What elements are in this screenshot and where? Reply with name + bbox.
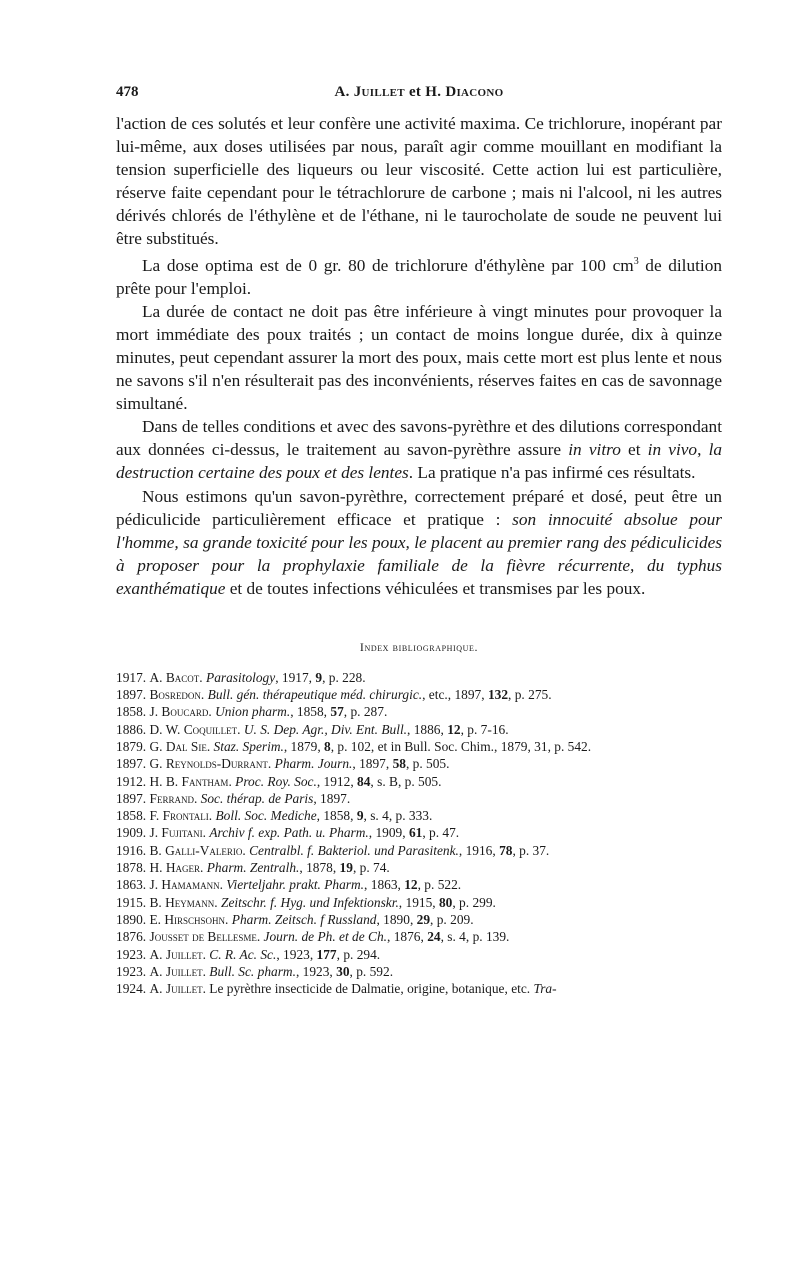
reference-author: J. Boucard. (149, 704, 212, 720)
reference-author: J. Fujitani. (149, 825, 206, 841)
reference-text: , 1897, (352, 756, 393, 772)
reference-journal: Vierteljahr. prakt. Pharm. (226, 877, 365, 893)
reference-journal: Tra- (533, 981, 557, 997)
reference-year: 1909. (116, 825, 147, 841)
reference-item (116, 824, 722, 841)
reference-volume: 12 (404, 877, 418, 893)
reference-text: , p. 228. (322, 669, 366, 685)
reference-text: , p. 287. (343, 704, 388, 720)
reference-item (116, 963, 722, 980)
reference-year: 1886. (116, 721, 147, 737)
reference-text: Le pyrèthre insecticide de Dalmatie, origine, botanique, etc. (209, 981, 534, 997)
reference-text: , etc., 1897, (422, 687, 488, 703)
reference-text: , p. 275. (508, 687, 552, 703)
reference-volume: 61 (408, 825, 423, 841)
reference-author: F. Frontali. (149, 808, 213, 824)
reference-volume: 29 (416, 911, 431, 927)
reference-text: , 1923, (276, 946, 317, 962)
reference-item (116, 755, 722, 772)
paragraph-3: La durée de contact ne doit pas être inférieure à vingt minutes pour provoquer la mort immédiate des poux traités ; un contact de moins longue durée, dix à quinze minutes, peut cependant assurer la mort des poux, mais cette mort est plus lente et nous ne savons s'il n'en résulterait pas des inconvénients, réserves faites en cas de savonnage simultané. (116, 302, 722, 414)
reference-year: 1863. (116, 877, 147, 893)
reference-text: , 1858, (316, 808, 357, 824)
reference-volume: 9 (356, 808, 364, 824)
reference-journal: Journ. de Ph. et de Ch. (263, 929, 388, 945)
reference-text: , 1909, (368, 825, 409, 841)
reference-text: , 1912, (316, 773, 358, 789)
reference-author: E. Hirschsohn. (149, 911, 229, 927)
running-head-authors: A. Juillet et H. Diacono (334, 84, 504, 100)
paragraph-2: La dose optima est de 0 gr. 80 de trichlorure d'éthylène par 100 $cm^3$ de dilution prête pour l'emploi. (116, 256, 722, 299)
reference-text: , p. 7-16. (460, 721, 509, 737)
reference-year: 1897. (116, 756, 147, 772)
reference-year: 1879. (116, 738, 147, 754)
reference-volume: 9 (315, 669, 323, 685)
reference-journal: Union pharm. (215, 704, 291, 720)
reference-item (116, 859, 722, 876)
reference-year: 1897. (116, 790, 147, 806)
index-title: Index bibliographique. (359, 639, 479, 654)
reference-journal: Soc. thérap. de Paris (200, 790, 314, 806)
reference-journal: Centralbl. f. Bakteriol. und Parasitenk. (249, 842, 459, 858)
reference-journal: Zeitschr. f. Hyg. und Infektionskr. (221, 894, 399, 910)
reference-item (116, 894, 722, 911)
reference-volume: 12 (447, 721, 461, 737)
reference-item (116, 946, 722, 963)
reference-item (116, 703, 722, 720)
reference-journal: Proc. Roy. Soc. (235, 773, 317, 789)
reference-text: , 1897. (313, 790, 351, 806)
reference-text: , p. 505. (405, 756, 450, 772)
reference-text: , s. 4, p. 333. (363, 808, 433, 824)
reference-year: 1876. (116, 929, 147, 945)
reference-text: , 1878, (299, 860, 340, 876)
reference-list (116, 669, 722, 998)
reference-item (116, 876, 722, 893)
reference-text: , 1863, (364, 877, 405, 893)
reference-author: G. Reynolds-Durrant. (149, 756, 272, 772)
reference-author: G. Dal Sie. (149, 738, 211, 754)
reference-year: 1924. (116, 981, 147, 997)
reference-volume: 84 (357, 773, 371, 789)
reference-author: Bosredon. (149, 687, 205, 703)
reference-text: , s. B, p. 505. (370, 773, 442, 789)
running-head (116, 84, 722, 106)
reference-volume: 132 (487, 687, 509, 703)
reference-text: , 1886, (407, 721, 448, 737)
article-page (116, 84, 722, 997)
reference-year: 1915. (116, 894, 147, 910)
reference-journal: C. R. Ac. Sc. (209, 946, 277, 962)
reference-author: A. Juillet. (149, 981, 206, 997)
reference-item (116, 669, 722, 686)
reference-volume: 80 (438, 894, 453, 910)
reference-author: J. Hamamann. (149, 877, 223, 893)
reference-volume: 57 (330, 704, 344, 720)
reference-journal: Parasitology (206, 669, 276, 685)
reference-author: H. Hager. (149, 860, 204, 876)
reference-year: 1878. (116, 860, 147, 876)
reference-author: Jousset de Bellesme. (149, 929, 261, 945)
reference-volume: 24 (427, 929, 441, 945)
reference-year: 1923. (116, 946, 147, 962)
reference-volume: 8 (324, 738, 331, 754)
reference-volume: 30 (336, 963, 350, 979)
reference-text: , s. 4, p. 139. (440, 929, 510, 945)
reference-journal: Bull. gén. thérapeutique méd. chirurgic. (207, 687, 423, 703)
reference-item (116, 980, 722, 997)
reference-item (116, 773, 722, 790)
reference-item (116, 790, 722, 807)
reference-text: , p. 47. (422, 825, 460, 841)
reference-year: 1912. (116, 773, 147, 789)
reference-text: , p. 209. (430, 911, 474, 927)
paragraph-1: l'action de ces solutés et leur confère une activité maxima. Ce trichlorure, inopérant par lui-même, aux doses utilisées par nous, paraît agir comme mouillant en modifiant la tension superficielle des liqueurs ou leur viscosité. Cette action lui est particulière, réserve faite cependant pour le tétrachlorure de carbone ; mais ni l'alcool, ni les autres dérivés chlorés de l'éthylène et de l'éthane, ni le taurocholate de soude ne peuvent lui être substitués. (116, 114, 722, 249)
reference-text: , 1890, (376, 911, 417, 927)
reference-author: H. B. Fantham. (149, 773, 232, 789)
reference-author: B. Heymann. (149, 894, 218, 910)
reference-item (116, 911, 722, 928)
reference-journal: Bull. Sc. pharm. (209, 963, 296, 979)
reference-journal: U. S. Dep. Agr., Div. Ent. Bull. (243, 721, 408, 737)
reference-year: 1917. (116, 669, 147, 685)
reference-author: B. Galli-Valerio. (149, 842, 246, 858)
reference-text: , 1858, (290, 704, 331, 720)
reference-text: , 1915, (398, 894, 439, 910)
reference-author: A. Juillet. (149, 963, 206, 979)
reference-volume: 78 (499, 842, 513, 858)
reference-author: D. W. Coquillet. (149, 721, 241, 737)
reference-author: A. Bacot. (149, 669, 203, 685)
reference-text: , 1916, (458, 842, 500, 858)
reference-item (116, 721, 722, 738)
reference-text: , 1876, (387, 929, 428, 945)
reference-item (116, 738, 722, 755)
reference-year: 1858. (116, 704, 147, 720)
reference-journal: Boll. Soc. Mediche (215, 808, 317, 824)
reference-text: , 1917, (275, 669, 316, 685)
reference-text: , 1923, (295, 963, 337, 979)
reference-item (116, 842, 722, 859)
reference-year: 1897. (116, 687, 147, 703)
reference-journal: Staz. Sperim. (213, 738, 284, 754)
reference-item (116, 928, 722, 945)
reference-year: 1890. (116, 911, 147, 927)
reference-volume: 177 (316, 946, 337, 962)
reference-year: 1916. (116, 842, 147, 858)
page-number: 478 (116, 84, 139, 100)
reference-text: , p. 592. (349, 963, 394, 979)
reference-journal: Pharm. Zeitsch. f Russland (231, 911, 377, 927)
body-text (116, 112, 722, 600)
reference-journal: Pharm. Zentralh. (206, 860, 300, 876)
reference-text: , p. 74. (352, 860, 390, 876)
reference-text: , p. 37. (512, 842, 550, 858)
reference-author: A. Juillet. (149, 946, 206, 962)
reference-volume: 19 (339, 860, 353, 876)
paragraph-5: Nous estimons qu'un savon-pyrèthre, correctement préparé et dosé, peut être un pédiculicide particulièrement efficace et pratique : son innocuité absolue pour l'homme, sa grande toxicité pour les poux, le placent au premier rang des pédiculicides à proposer pour la prophylaxie familiale de la fièvre récurrente, du typhus exanthématique et de toutes infections véhiculées et transmises par les poux. (116, 486, 722, 598)
reference-volume: 58 (392, 756, 406, 772)
reference-journal: Archiv f. exp. Path. u. Pharm. (209, 825, 369, 841)
reference-item (116, 807, 722, 824)
reference-journal: Pharm. Journ. (274, 756, 353, 772)
reference-text: , p. 522. (417, 877, 462, 893)
reference-text: , p. 294. (336, 946, 381, 962)
reference-text: , p. 299. (452, 894, 496, 910)
paragraph-4: Dans de telles conditions et avec des savons-pyrèthre et des dilutions correspondant aux données ci-dessus, le traitement au savon-pyrèthre assure in vitro et in vivo, la destruction certaine des poux et des lentes. La pratique n'a pas infirmé ces résultats. (116, 417, 723, 483)
reference-text: , 1879, (283, 738, 325, 754)
reference-year: 1858. (116, 808, 147, 824)
reference-author: Ferrand. (149, 790, 198, 806)
reference-item (116, 686, 722, 703)
reference-text: , p. 102, et in Bull. Soc. Chim., 1879, 31, p. 542. (330, 738, 592, 754)
reference-year: 1923. (116, 963, 147, 979)
